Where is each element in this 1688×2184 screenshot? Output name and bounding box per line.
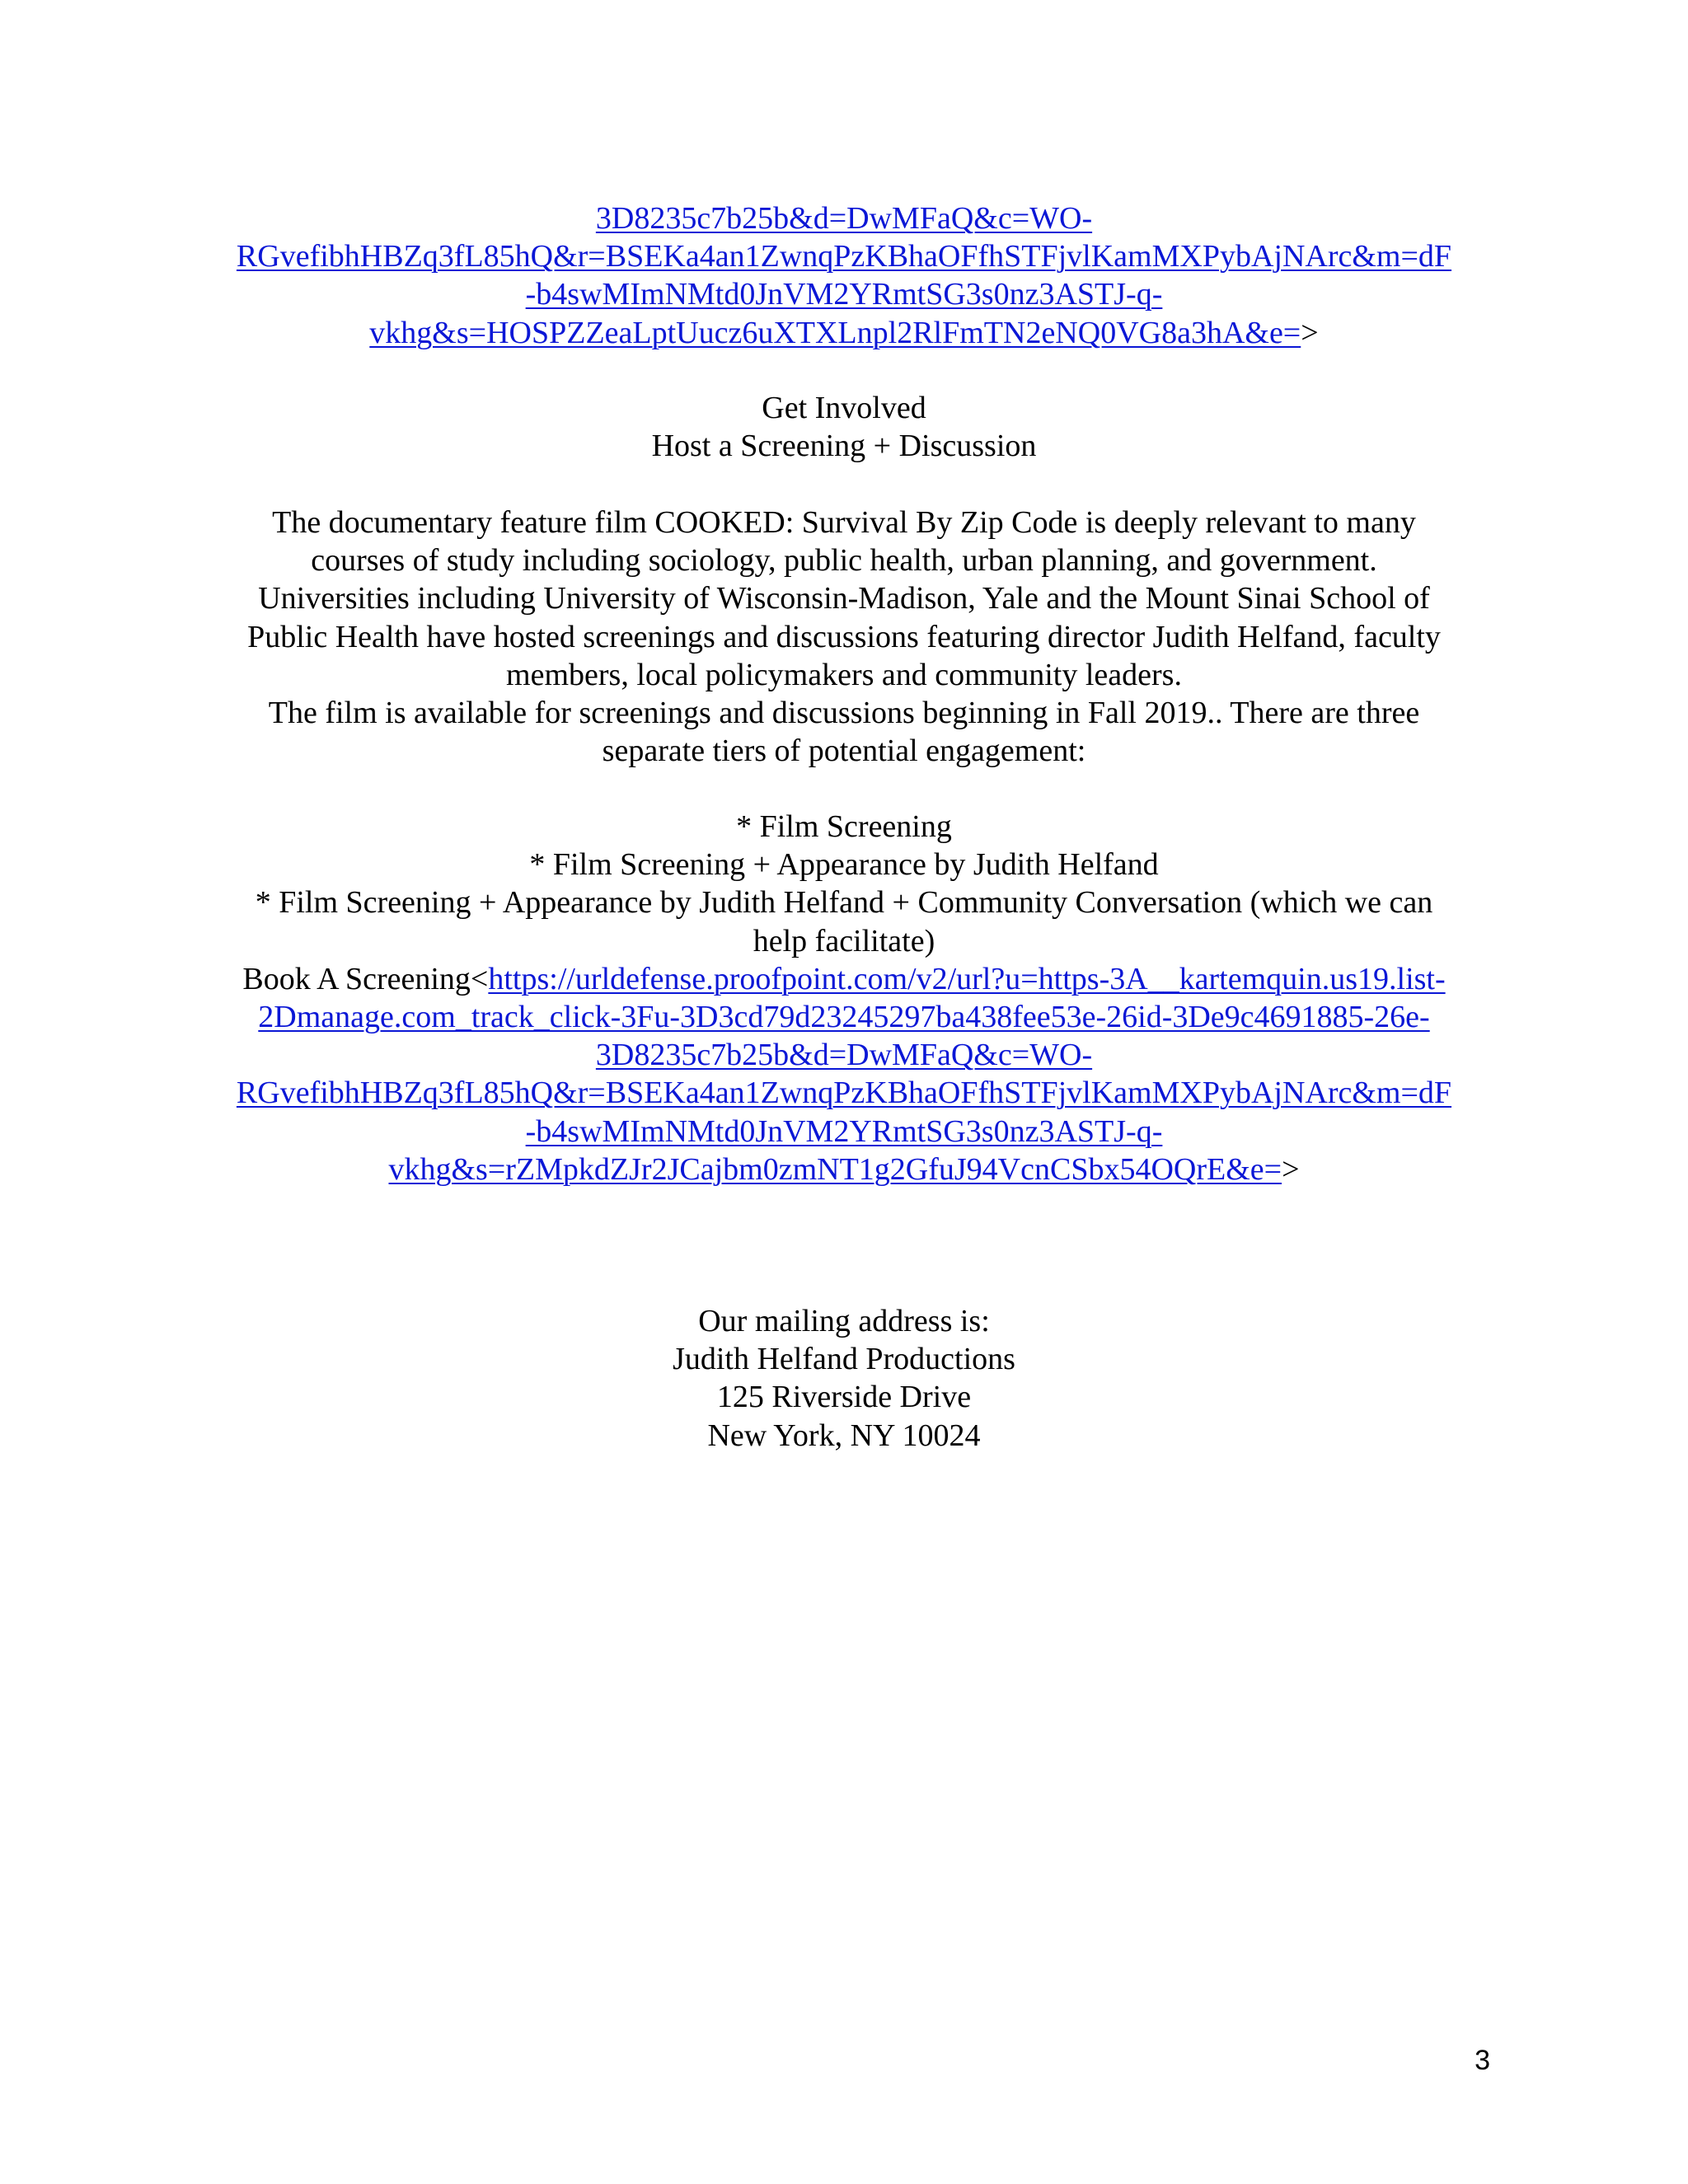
description-line: separate tiers of potential engagement:	[602, 733, 1086, 769]
book-screening-closing: >	[1282, 1151, 1300, 1187]
tier-item: * Film Screening	[736, 809, 952, 844]
mailing-address-block	[165, 1302, 1523, 1455]
mailing-heading: Our mailing address is:	[698, 1304, 990, 1338]
tier-item: * Film Screening + Appearance by Judith Helfand	[529, 847, 1159, 883]
host-screening-subheading: Host a Screening + Discussion	[651, 429, 1037, 464]
mailing-street: 125 Riverside Drive	[716, 1380, 972, 1415]
tiers-block	[165, 808, 1523, 1188]
book-screening-link-line-4[interactable]: RGvefibhHBZq3fL85hQ&r=BSEKa4an1ZwnqPzKBhaOFfhSTFjvlKamMXPybAjNArc&m=dF	[236, 1076, 1452, 1111]
description-line: Universities including University of Wisconsin-Madison, Yale and the Mount Sinai School of	[258, 581, 1430, 616]
book-screening-link-line-5[interactable]: -b4swMImNMtd0JnVM2YRmtSG3s0nz3ASTJ-q-	[525, 1113, 1163, 1149]
top-link-line-1[interactable]: 3D8235c7b25b&d=DwMFaQ&c=WO-	[595, 201, 1093, 236]
get-involved-heading: Get Involved	[762, 391, 926, 425]
description-line: members, local policymakers and community leaders.	[506, 657, 1182, 692]
book-screening-link-line-1[interactable]: https://urldefense.proofpoint.com/v2/url?u=https-3A__kartemquin.us19.list-	[488, 961, 1446, 996]
book-screening-link-line-2[interactable]: 2Dmanage.com_track_click-3Fu-3D3cd79d23245297ba438fee53e-26id-3De9c4691885-26e-	[258, 1000, 1430, 1035]
mailing-name: Judith Helfand Productions	[673, 1342, 1015, 1377]
tier-item: help facilitate)	[753, 923, 935, 958]
tier-item: * Film Screening + Appearance by Judith Helfand + Community Conversation (which we can	[255, 885, 1433, 921]
mailing-city: New York, NY 10024	[707, 1418, 981, 1453]
book-screening-link-line-6[interactable]: vkhg&s=rZMpkdZJr2JCajbm0zmNT1g2GfuJ94VcnCSbx54OQrE&e=	[388, 1151, 1282, 1187]
description-block	[165, 504, 1523, 770]
get-involved-block	[165, 389, 1523, 465]
top-link-line-3[interactable]: -b4swMImNMtd0JnVM2YRmtSG3s0nz3ASTJ-q-	[525, 277, 1163, 312]
top-link-closing: >	[1301, 315, 1319, 350]
description-line: The film is available for screenings and discussions beginning in Fall 2019.. There are three	[268, 696, 1420, 731]
top-link-line-4[interactable]: vkhg&s=HOSPZZeaLptUucz6uXTXLnpl2RlFmTN2eNQ0VG8a3hA&e=	[369, 315, 1301, 350]
description-line: The documentary feature film COOKED: Survival By Zip Code is deeply relevant to many	[272, 505, 1416, 540]
page-number: 3	[1475, 2045, 1490, 2076]
top-link-line-2[interactable]: RGvefibhHBZq3fL85hQ&r=BSEKa4an1ZwnqPzKBhaOFfhSTFjvlKamMXPybAjNArc&m=dF	[236, 239, 1452, 274]
book-screening-link-line-3[interactable]: 3D8235c7b25b&d=DwMFaQ&c=WO-	[595, 1038, 1093, 1073]
description-line: courses of study including sociology, public health, urban planning, and government.	[311, 543, 1377, 579]
top-link-block	[165, 199, 1523, 352]
description-line: Public Health have hosted screenings and discussions featuring director Judith Helfand, faculty	[247, 619, 1441, 654]
book-screening-label: Book A Screening<	[242, 961, 489, 996]
